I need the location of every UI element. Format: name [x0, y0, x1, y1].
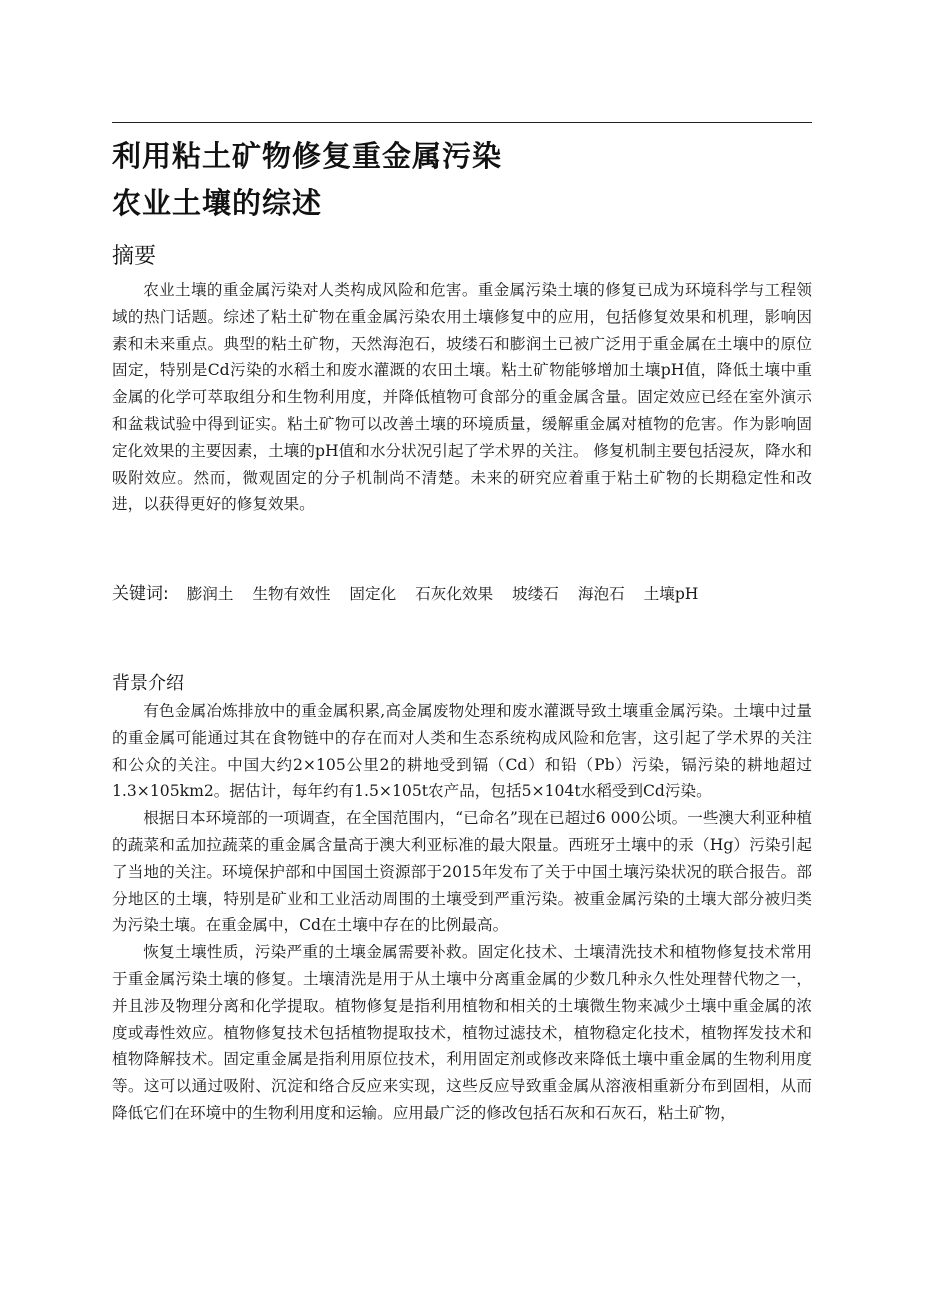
paper-title: [112, 133, 812, 227]
keyword-item: 石灰化效果: [415, 585, 494, 603]
keyword-item: 坡缕石: [512, 585, 559, 603]
background-paragraph: 有色金属冶炼排放中的重金属积累,高金属废物处理和废水灌溉导致土壤重金属污染。土壤中过量的重金属可能通过其在食物链中的存在而对人类和生态系统构成风险和危害，这引起了学术界的关注和公众的关注。中国大约2×105公里2的耕地受到镉（Cd）和铅（Pb）污染，镉污染的耕地超过1.3×105km2。据估计，每年约有1.5×105t农产品，包括5×104t水稻受到Cd污染。: [112, 702, 812, 801]
paper-title-line-1: 利用粘土矿物修复重金属污染: [112, 139, 503, 173]
abstract-section: [112, 277, 812, 518]
abstract-heading: 摘要: [112, 244, 157, 269]
paper-title-line-2: 农业土壤的综述: [112, 186, 323, 220]
keyword-item: 固定化: [349, 585, 397, 603]
background-paragraph: 恢复土壤性质，污染严重的土壤金属需要补救。固定化技术、土壤清洗技术和植物修复技术常用于重金属污染土壤的修复。土壤清洗是用于从土壤中分离重金属的少数几种永久性处理替代物之一，并且涉及物理分离和化学提取。植物修复是指利用植物和相关的土壤微生物来减少土壤中重金属的浓度或毒性效应。植物修复技术包括植物提取技术，植物过滤技术，植物稳定化技术，植物挥发技术和植物降解技术。固定重金属是指利用原位技术，利用固定剂或修改来降低土壤中重金属的生物利用度等。这可以通过吸附、沉淀和络合反应来实现，这些反应导致重金属从溶液相重新分布到固相，从而降低它们在环境中的生物利用度和运输。应用最广泛的修改包括石灰和石灰石，粘土矿物，: [112, 943, 812, 1122]
title-rule: [112, 122, 812, 123]
keyword-item: 膨润土: [186, 585, 234, 603]
keywords-label: 关键词: [112, 584, 163, 604]
keyword-item: 海泡石: [577, 585, 625, 603]
keyword-item: 土壤pH: [643, 585, 699, 603]
abstract-text: 农业土壤的重金属污染对人类构成风险和危害。重金属污染土壤的修复已成为环境科学与工程领域的热门话题。综述了粘土矿物在重金属污染农用土壤修复中的应用，包括修复效果和机理，影响因素和未来重点。典型的粘土矿物，天然海泡石，坡缕石和膨润土已被广泛用于重金属在土壤中的原位固定，特别是Cd污染的水稻土和废水灌溉的农田土壤。粘土矿物能够增加土壤pH值，降低土壤中重金属的化学可萃取组分和生物利用度，并降低植物可食部分的重金属含量。固定效应已经在室外演示和盆栽试验中得到证实。粘土矿物可以改善土壤的环境质量，缓解重金属对植物的危害。作为影响固定化效果的主要因素，土壤的pH值和水分状况引起了学术界的关注。 修复机制主要包括浸灰，降水和吸附效应。然而，微观固定的分子机制尚不清楚。未来的研究应着重于粘土矿物的长期稳定性和改进，以获得更好的修复效果。: [112, 281, 812, 514]
background-section: [112, 698, 812, 1127]
keyword-item: 生物有效性: [252, 585, 331, 603]
keywords-separator: :: [163, 584, 169, 604]
keywords-row: [112, 580, 812, 608]
background-paragraph: 根据日本环境部的一项调查，在全国范围内，“已命名”现在已超过6 000公顷。一些澳大利亚种植的蔬菜和孟加拉蔬菜的重金属含量高于澳大利亚标准的最大限量。西班牙土壤中的汞（Hg）污染引起了当地的关注。环境保护部和中国国土资源部于2015年发布了关于中国土壤污染状况的联合报告。部分地区的土壤，特别是矿业和工业活动周围的土壤受到严重污染。被重金属污染的土壤大部分被归类为污染土壤。在重金属中，Cd在土壤中存在的比例最高。: [112, 809, 812, 935]
background-heading: 背景介绍: [112, 673, 184, 694]
